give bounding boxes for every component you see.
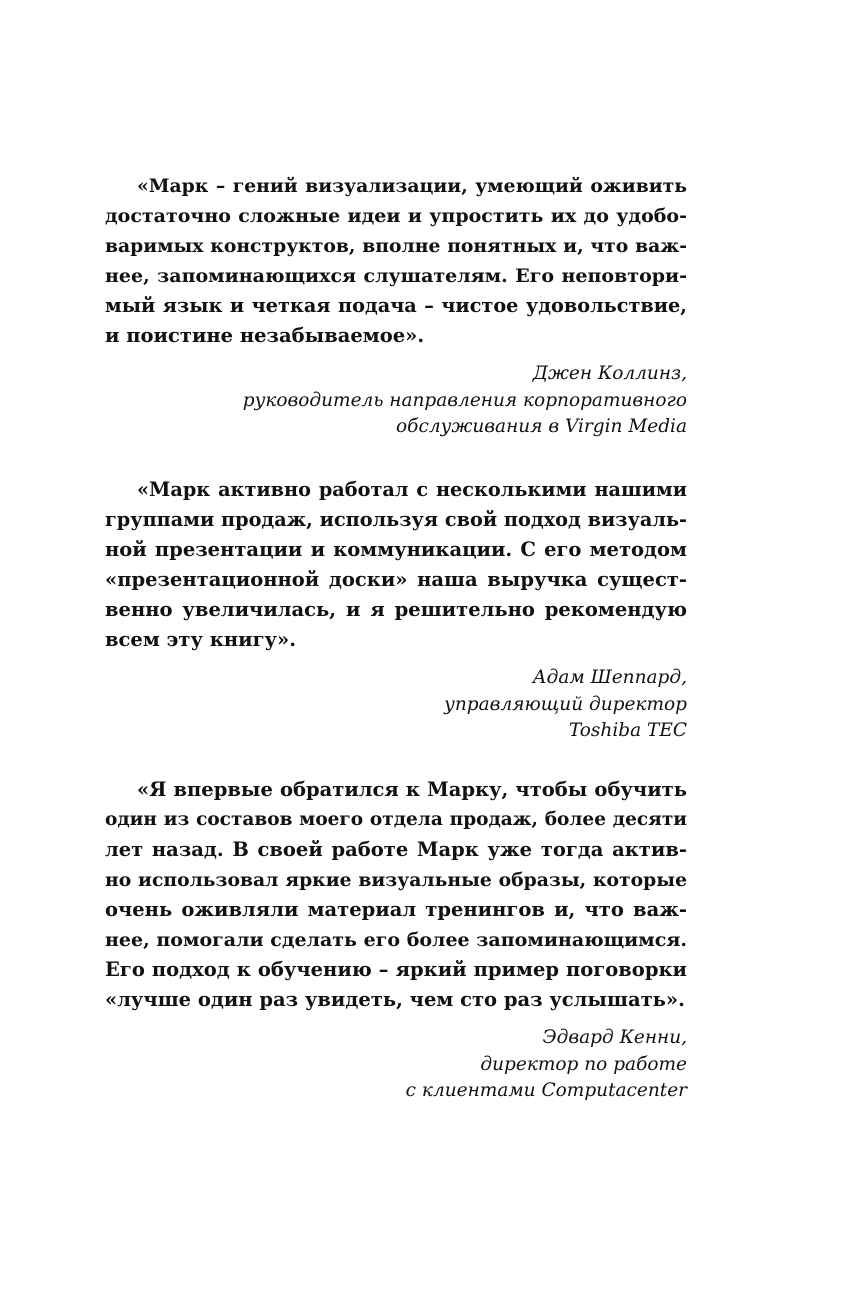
quote-text bbox=[105, 775, 687, 1015]
quote-attribution bbox=[105, 665, 687, 745]
author-title: с клиентами Computacenter bbox=[405, 1080, 687, 1101]
quote-text bbox=[105, 475, 687, 655]
quote-attribution bbox=[105, 1025, 687, 1105]
author-title: руководитель направления корпоративного bbox=[242, 389, 687, 411]
quote-line: Его подход к обучению – яркий пример поговорки bbox=[105, 958, 687, 981]
quote-line: «Марк активно работал с несколькими нашими bbox=[137, 478, 687, 501]
author-name: Джен Коллинз, bbox=[532, 363, 687, 384]
quote-attribution bbox=[105, 361, 687, 441]
quote-line: но использовал яркие визуальные образы, которые bbox=[105, 869, 687, 891]
quote-line: «лучше один раз увидеть, чем сто раз услышать». bbox=[105, 988, 685, 1011]
author-title: Toshiba TEC bbox=[568, 720, 687, 741]
quote-line: нее, помогали сделать его более запоминающимся. bbox=[105, 929, 687, 951]
quote-text bbox=[105, 171, 687, 351]
author-name: Адам Шеппард, bbox=[532, 667, 687, 688]
quote-line: «Марк – гений визуализации, умеющий оживить bbox=[137, 175, 687, 197]
quote-line: лет назад. В своей работе Марк уже тогда актив- bbox=[105, 838, 687, 861]
author-name: Эдвард Кенни, bbox=[542, 1027, 687, 1048]
quote-line: нее, запоминающихся слушателям. Его неповтори- bbox=[105, 265, 687, 287]
author-title: управляющий директор bbox=[444, 693, 687, 715]
quote-line: очень оживляли материал тренингов и, что важ- bbox=[105, 898, 687, 921]
quote-line: венно увеличилась, и я решительно рекомендую bbox=[105, 598, 687, 621]
quote-line: мый язык и четкая подача – чистое удовольствие, bbox=[105, 294, 687, 317]
quote-line: группами продаж, используя свой подход визуаль- bbox=[105, 508, 687, 531]
testimonial-sheppard bbox=[105, 475, 687, 745]
author-title: директор по работе bbox=[480, 1053, 687, 1075]
quote-line: достаточно сложные идеи и упростить их до удобо- bbox=[105, 205, 687, 227]
quote-line: всем эту книгу». bbox=[105, 628, 297, 651]
quote-line: ной презентации и коммуникации. С его методом bbox=[105, 538, 687, 561]
quote-line: варимых конструктов, вполне понятных и, что важ- bbox=[105, 235, 687, 257]
quote-line: один из составов моего отдела продаж, более десяти bbox=[105, 809, 687, 830]
quote-line: и поистине незабываемое». bbox=[105, 324, 425, 347]
quote-line: «презентационной доски» наша выручка сущест- bbox=[105, 568, 687, 591]
author-title: обслуживания в Virgin Media bbox=[396, 416, 687, 437]
testimonial-kenny bbox=[105, 775, 687, 1105]
testimonial-collins bbox=[105, 171, 687, 441]
quote-line: «Я впервые обратился к Марку, чтобы обучить bbox=[137, 778, 687, 801]
